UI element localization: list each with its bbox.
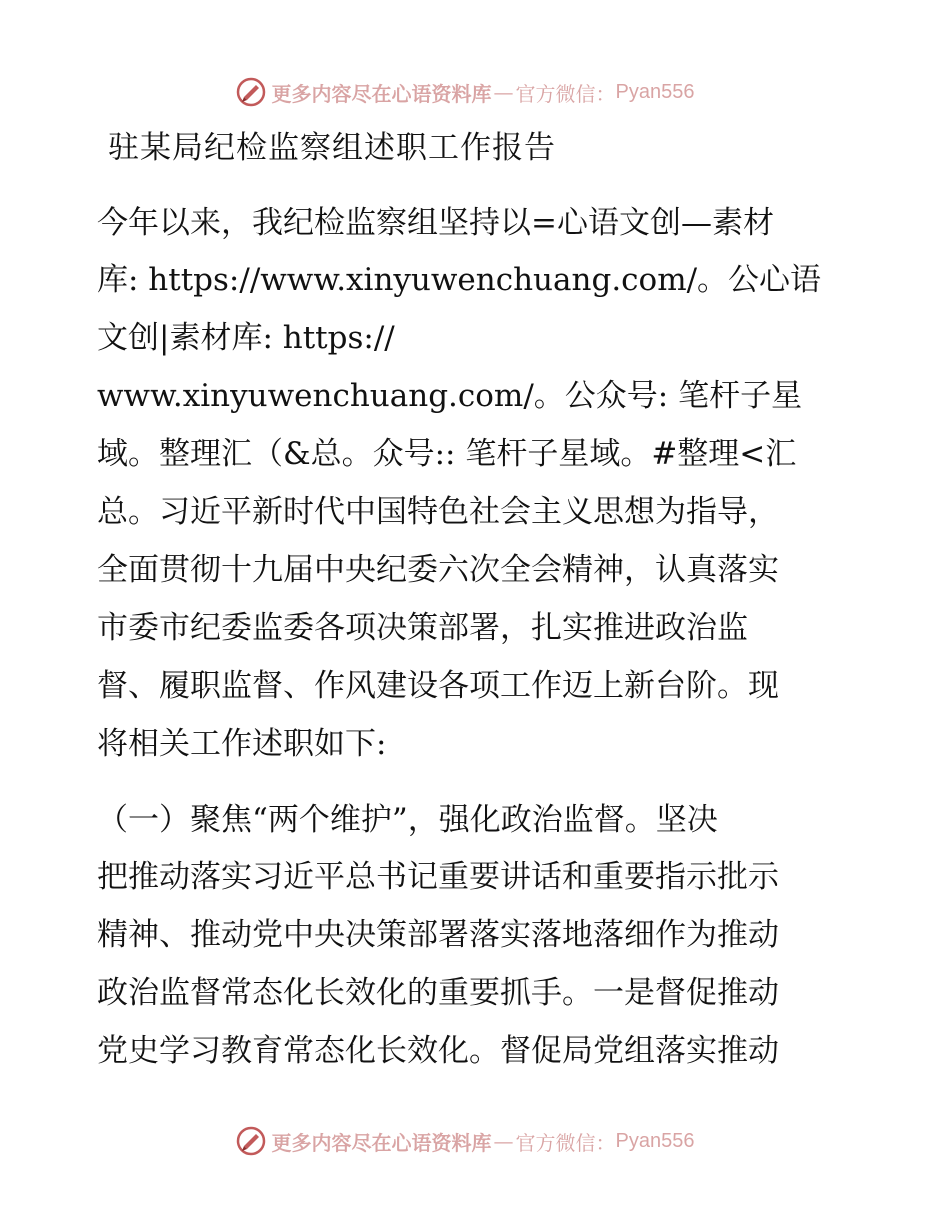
pen-logo-icon [236, 1126, 266, 1156]
footer-banner [0, 1121, 950, 1161]
body-line: 精神、推动党中央决策部署落实落地落细作为推动 [97, 917, 779, 953]
body-line: 总。习近平新时代中国特色社会主义思想为指导， [97, 494, 779, 530]
body-line: 域。整理汇（&总。众号:: 笔杆子星域。#整理<汇 [97, 436, 797, 472]
body-line: 党史学习教育常态化长效化。督促局党组落实推动 [97, 1033, 779, 1069]
pen-logo-icon [236, 77, 266, 107]
header-banner [0, 72, 950, 112]
banner-dash: — [493, 80, 514, 104]
banner-slogan: 更多内容尽在心语资料库 [271, 81, 492, 106]
body-line: www.xinyuwenchuang.com/。公众号: 笔杆子星 [97, 378, 803, 414]
banner-slogan: 更多内容尽在心语资料库 [271, 1130, 492, 1155]
body-line: （一）聚焦“两个维护”，强化政治监督。坚决 [97, 802, 718, 838]
banner-wechat-id: Pyan556 [615, 80, 695, 103]
body-line: 市委市纪委监委各项决策部署，扎实推进政治监 [97, 610, 748, 646]
body-line: 库: https://www.xinyuwenchuang.com/。公心语 [97, 262, 822, 298]
body-line: 全面贯彻十九届中央纪委六次全会精神，认真落实 [97, 552, 779, 588]
banner-wechat-label: 官方微信： [515, 81, 616, 106]
body-line: 督、履职监督、作风建设各项工作迈上新台阶。现 [97, 668, 779, 704]
banner-dash: — [493, 1129, 514, 1153]
banner-wechat-id: Pyan556 [615, 1129, 695, 1152]
body-line: 文创|素材库: https:// [97, 320, 395, 356]
body-line: 政治监督常态化长效化的重要抓手。一是督促推动 [97, 975, 779, 1011]
banner-wechat-label: 官方微信： [515, 1130, 616, 1155]
body-line: 今年以来，我纪检监察组坚持以=心语文创—素材 [97, 205, 774, 241]
body-line: 把推动落实习近平总书记重要讲话和重要指示批示 [97, 859, 779, 895]
body-line: 将相关工作述职如下: [97, 726, 387, 762]
document-title: 驻某局纪检监察组述职工作报告 [108, 130, 556, 166]
